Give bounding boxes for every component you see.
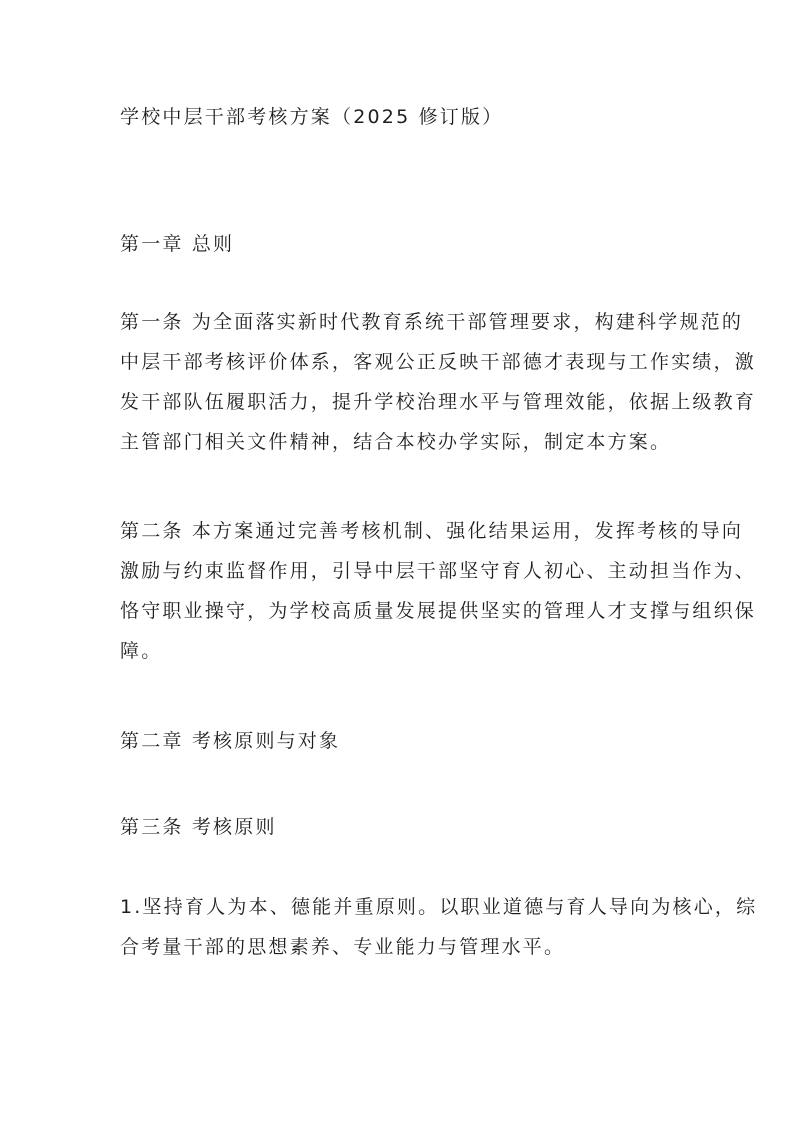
article-2-line: 激励与约束监督作用，引导中层干部坚守育人初心、主动担当作为、 [120, 560, 757, 582]
principle-1-line: 1.坚持育人为本、德能并重原则。以职业道德与育人导向为核心，综 [120, 896, 758, 918]
article-2-line: 恪守职业操守，为学校高质量发展提供坚实的管理人才支撑与组织保 [120, 600, 757, 622]
article-1-line: 第一条 为全面落实新时代教育系统干部管理要求，构建科学规范的 [120, 311, 744, 333]
article-2-line: 第二条 本方案通过完善考核机制、强化结果运用，发挥考核的导向 [120, 520, 744, 542]
document-title: 学校中层干部考核方案（2025 修订版） [120, 106, 504, 128]
article-1-line: 主管部门相关文件精神，结合本校办学实际，制定本方案。 [120, 431, 672, 453]
chapter-1-heading: 第一章 总则 [120, 233, 235, 255]
article-1-line: 发干部队伍履职活力，提升学校治理水平与管理效能，依据上级教育 [120, 391, 757, 413]
article-2-paragraph [120, 511, 757, 671]
article-2-line: 障。 [120, 640, 163, 662]
chapter-2-heading: 第二章 考核原则与对象 [120, 730, 341, 752]
principle-1-paragraph [120, 887, 758, 967]
article-3-heading: 第三条 考核原则 [120, 816, 277, 838]
article-1-paragraph [120, 302, 757, 462]
article-1-line: 中层干部考核评价体系，客观公正反映干部德才表现与工作实绩，激 [120, 351, 757, 373]
principle-1-line: 合考量干部的思想素养、专业能力与管理水平。 [120, 936, 566, 958]
